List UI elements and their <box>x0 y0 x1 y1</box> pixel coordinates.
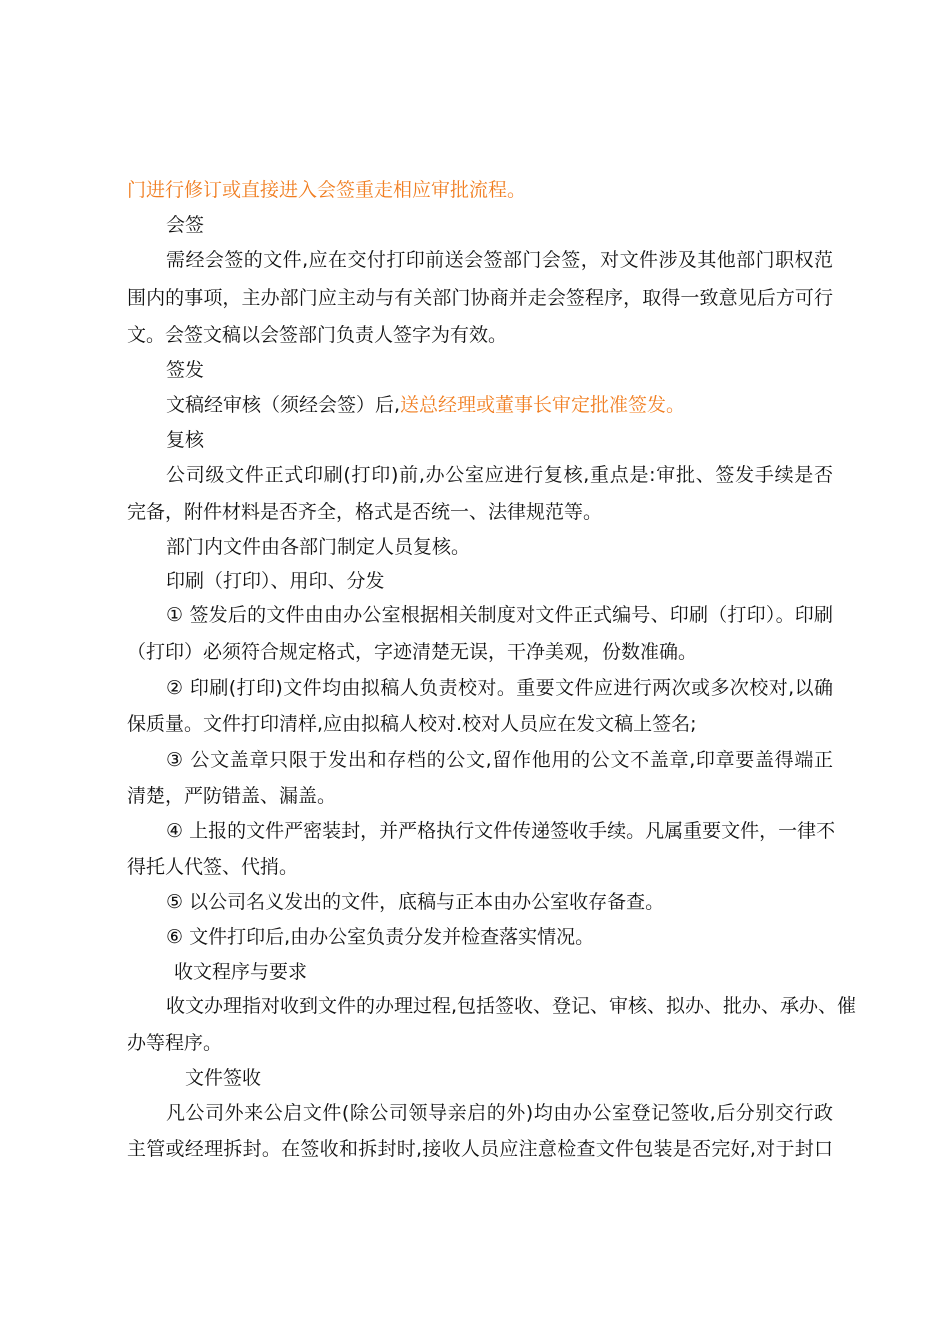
paragraph-line: 部门内文件由各部门制定人员复核。 <box>166 536 471 558</box>
paragraph-line <box>166 393 685 417</box>
paragraph-line: 收文办理指对收到文件的办理过程,包括签收、登记、审核、拟办、批办、承办、催 <box>166 995 857 1017</box>
section-heading-countersign: 会签 <box>166 214 205 236</box>
paragraph-line: 得托人代签、代捎。 <box>127 856 299 878</box>
list-item-4: ④ 上报的文件严密装封，并严格执行文件传递签收手续。凡属重要文件，一律不 <box>166 820 836 842</box>
highlighted-text: 送总经理或董事长审定批准签发。 <box>400 394 686 416</box>
paragraph-line: 清楚，严防错盖、漏盖。 <box>127 785 337 807</box>
list-item-2: ② 印刷(打印)文件均由拟稿人负责校对。重要文件应进行两次或多次校对,以确 <box>166 677 833 699</box>
paragraph-line: 主管或经理拆封。在签收和拆封时,接收人员应注意检查文件包装是否完好,对于封口 <box>127 1138 833 1160</box>
paragraph-line: 围内的事项，主办部门应主动与有关部门协商并走会签程序，取得一致意见后方可行 <box>127 287 833 309</box>
list-item-3: ③ 公文盖章只限于发出和存档的公文,留作他用的公文不盖章,印章要盖得端正 <box>166 749 833 771</box>
paragraph-line: 保质量。文件打印清样,应由拟稿人校对.校对人员应在发文稿上签名; <box>127 713 697 735</box>
list-item-1: ① 签发后的文件由由办公室根据相关制度对文件正式编号、印刷（打印）。印刷 <box>166 604 833 626</box>
section-heading-receiving: 收文程序与要求 <box>174 961 308 983</box>
section-heading-issue: 签发 <box>166 359 205 381</box>
paragraph-line: 文。会签文稿以会签部门负责人签字为有效。 <box>127 324 508 346</box>
paragraph-line: 凡公司外来公启文件(除公司领导亲启的外)均由办公室登记签收,后分别交行政 <box>166 1102 833 1124</box>
list-item-5: ⑤ 以公司名义发出的文件，底稿与正本由办公室收存备查。 <box>166 891 665 913</box>
section-heading-print: 印刷（打印）、用印、分发 <box>166 570 385 592</box>
paragraph-line: 完备，附件材料是否齐全，格式是否统一、法律规范等。 <box>127 501 603 523</box>
paragraph-line: （打印）必须符合规定格式，字迹清楚无误，干净美观，份数准确。 <box>127 641 698 663</box>
list-item-6: ⑥ 文件打印后,由办公室负责分发并检查落实情况。 <box>166 926 595 948</box>
paragraph-line: 公司级文件正式印刷(打印)前,办公室应进行复核,重点是:审批、签发手续是否 <box>166 464 833 486</box>
section-heading-sign-receipt: 文件签收 <box>185 1067 262 1089</box>
paragraph-line: 办等程序。 <box>127 1032 223 1054</box>
paragraph-line: 门进行修订或直接进入会签重走相应审批流程。 <box>127 179 527 201</box>
paragraph-line: 需经会签的文件,应在交付打印前送会签部门会签，对文件涉及其他部门职权范 <box>166 249 833 271</box>
paragraph-text: 文稿经审核（须经会签）后, <box>166 394 401 416</box>
section-heading-review: 复核 <box>166 429 205 451</box>
